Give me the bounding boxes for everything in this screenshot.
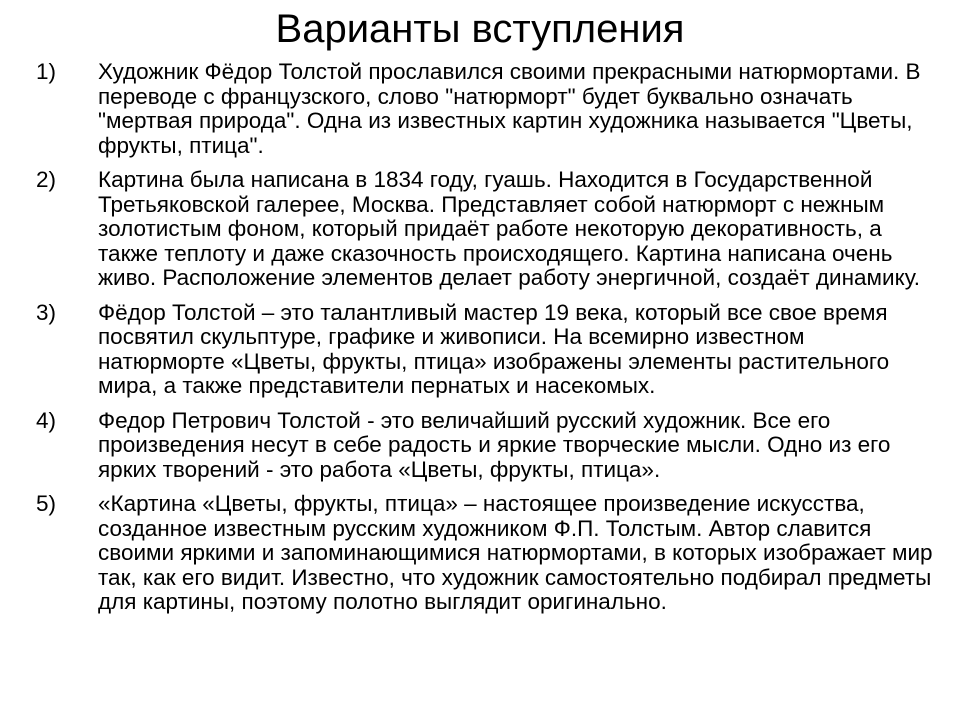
list-item-text: Картина была написана в 1834 году, гуашь. Находится в Государственной Третьяковской галерее, Москва. Представляет собой натюрморт с нежным золотистым фоном, который придаёт работе некоторую декоративность, а также теплоту и даже сказочность происходящего. Картина написана очень живо. Расположение элементов делает работу энергичной, создаёт динамику.	[98, 167, 920, 290]
list-item	[36, 60, 936, 158]
list-item-number: 1)	[36, 59, 57, 84]
list-item	[36, 409, 936, 483]
numbered-list	[36, 60, 936, 625]
list-item-number: 2)	[36, 167, 57, 192]
list-item	[36, 168, 936, 291]
list-item-number: 3)	[36, 299, 57, 325]
list-item-text: Федор Петрович Толстой - это величайший русский художник. Все его произведения несут в себе радость и яркие творческие мысли. Одно из его ярких творений - это работа «Цветы, фрукты, птица».	[98, 407, 891, 482]
list-item-number: 5)	[36, 491, 57, 516]
list-item	[36, 301, 936, 399]
list-item	[36, 492, 936, 615]
list-item-text: Фёдор Толстой – это талантливый мастер 19 века, который все свое время посвятил скульптуре, графике и живописи. На всемирно известном натюрморте «Цветы, фрукты, птица» изображены элементы растительного мира, а также представители пернатых и насекомых.	[98, 299, 890, 398]
list-item-text: Художник Фёдор Толстой прославился своими прекрасными натюрмортами. В переводе с французского, слово "натюрморт" будет буквально означать "мертвая природа". Одна из известных картин художника называется "Цветы, фрукты, птица".	[98, 59, 921, 158]
list-item-number: 4)	[36, 407, 57, 433]
list-item-text: «Картина «Цветы, фрукты, птица» – настоящее произведение искусства, созданное известным русским художником Ф.П. Толстым. Автор славится своими яркими и запоминающимися натюрмортами, в которых изображает мир так, как его видит. Известно, что художник самостоятельно подбирал предметы для картины, поэтому полотно выглядит оригинально.	[98, 491, 933, 614]
page-title: Варианты вступления	[275, 7, 685, 51]
